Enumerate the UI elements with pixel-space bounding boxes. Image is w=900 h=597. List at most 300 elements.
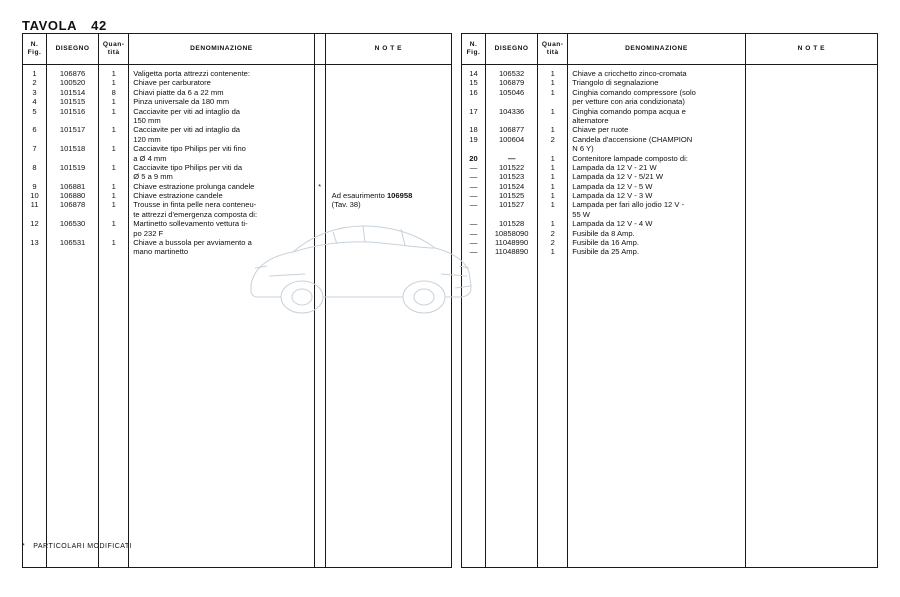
table-cell-line bbox=[326, 351, 451, 360]
table-cell-line bbox=[568, 294, 744, 303]
table-cell-line bbox=[99, 435, 128, 444]
table-cell-line bbox=[462, 557, 485, 566]
table-cell-line bbox=[129, 304, 313, 313]
table-cell-line bbox=[129, 341, 313, 350]
header-quantita bbox=[99, 34, 129, 65]
table-cell-line bbox=[746, 247, 877, 256]
table-cell-line: 14 bbox=[469, 69, 478, 78]
table-cell-line: 11048990 bbox=[494, 238, 529, 248]
table-cell-line: 101523 bbox=[498, 172, 525, 182]
table-cell-line bbox=[129, 445, 313, 454]
table-cell-line bbox=[746, 370, 877, 379]
table-cell-line bbox=[129, 276, 313, 285]
column-quantita-right bbox=[538, 65, 567, 567]
table-cell-line bbox=[47, 332, 98, 341]
table-cell-line bbox=[23, 435, 46, 444]
table-cell-line: 8 bbox=[32, 162, 37, 172]
table-cell-line: — bbox=[469, 200, 478, 210]
table-cell-line bbox=[746, 398, 877, 407]
table-cell-line bbox=[99, 379, 128, 388]
header-disegno: DISEGNO bbox=[486, 34, 538, 65]
table-cell-line: 101515 bbox=[59, 97, 86, 107]
table-cell-line bbox=[99, 445, 128, 454]
table-cell-line bbox=[47, 501, 98, 510]
table-cell-line: Martinetto sollevamento vettura ti- bbox=[133, 219, 248, 229]
table-cell-line: — bbox=[507, 153, 516, 163]
table-cell-line bbox=[746, 351, 877, 360]
table-cell-line bbox=[568, 482, 744, 491]
table-cell-line: 106879 bbox=[498, 78, 525, 88]
table-cell-line: Cacciavite per viti ad intaglio da bbox=[133, 125, 241, 135]
table-cell-line bbox=[746, 482, 877, 491]
table-cell-line: 101527 bbox=[498, 200, 525, 210]
table-cell-line bbox=[47, 388, 98, 397]
table-cell-line bbox=[568, 351, 744, 360]
table-cell-line bbox=[99, 332, 128, 341]
table-cell-line bbox=[99, 247, 128, 256]
table-cell-line bbox=[486, 416, 537, 425]
table-cell-line bbox=[462, 426, 485, 435]
table-cell-line bbox=[746, 276, 877, 285]
table-cell-line bbox=[315, 557, 325, 566]
table-cell-line bbox=[99, 257, 128, 266]
column-disegno-right bbox=[486, 65, 537, 567]
table-cell-line: — bbox=[469, 228, 478, 238]
table-cell-line: 1 bbox=[111, 106, 116, 116]
table-cell-line bbox=[462, 332, 485, 341]
table-cell-line: 101522 bbox=[498, 162, 525, 172]
table-cell-line: 150 mm bbox=[133, 115, 161, 125]
table-cell-line bbox=[129, 323, 313, 332]
table-cell-line bbox=[486, 266, 537, 275]
table-cell-line bbox=[746, 323, 877, 332]
table-cell-line: 1 bbox=[111, 219, 116, 229]
table-cell-line bbox=[47, 435, 98, 444]
table-cell-line bbox=[746, 332, 877, 341]
table-cell-line bbox=[315, 88, 325, 97]
table-cell-line bbox=[326, 379, 451, 388]
table-cell-line: — bbox=[469, 247, 478, 257]
table-cell-line bbox=[47, 473, 98, 482]
table-cell-line: 1 bbox=[550, 219, 555, 229]
header-quantita-line1: Quan- bbox=[102, 41, 125, 49]
table-cell-line: per vetture con aria condizionata) bbox=[572, 97, 685, 107]
table-cell-line bbox=[326, 435, 451, 444]
table-cell-line bbox=[568, 370, 744, 379]
table-cell-line bbox=[568, 539, 744, 548]
table-cell-line bbox=[99, 520, 128, 529]
table-cell-line: (Tav. 38) bbox=[331, 200, 361, 210]
table-cell-line bbox=[746, 116, 877, 125]
table-cell-line bbox=[462, 323, 485, 332]
table-cell-line bbox=[568, 492, 744, 501]
table-cell-line bbox=[462, 398, 485, 407]
table-cell-line bbox=[746, 313, 877, 322]
table-cell-line bbox=[129, 435, 313, 444]
table-cell-line bbox=[129, 463, 313, 472]
table-cell-line bbox=[129, 482, 313, 491]
table-cell-line: — bbox=[469, 181, 478, 191]
table-cell-line bbox=[129, 557, 313, 566]
table-cell-line bbox=[129, 416, 313, 425]
table-cell-line bbox=[315, 501, 325, 510]
table-cell-line bbox=[486, 463, 537, 472]
table-cell-line: 106532 bbox=[498, 69, 525, 78]
table-cell-line bbox=[23, 426, 46, 435]
table-cell-line bbox=[326, 229, 451, 238]
table-cell-line bbox=[538, 351, 567, 360]
table-cell-line bbox=[326, 529, 451, 538]
table-cell-line bbox=[538, 341, 567, 350]
table-cell-line bbox=[99, 323, 128, 332]
page-title-label: TAVOLA bbox=[22, 18, 78, 33]
table-cell-line bbox=[47, 426, 98, 435]
table-cell-line bbox=[568, 435, 744, 444]
table-cell-line: 100604 bbox=[498, 134, 525, 144]
table-cell-line bbox=[568, 313, 744, 322]
parts-table-right bbox=[461, 33, 878, 568]
table-cell-line bbox=[99, 426, 128, 435]
table-cell-line bbox=[746, 379, 877, 388]
table-cell-line bbox=[47, 416, 98, 425]
table-cell-line: 104336 bbox=[498, 106, 525, 116]
table-cell-line bbox=[99, 229, 128, 238]
table-cell-line bbox=[315, 492, 325, 501]
table-cell-line: 16 bbox=[469, 87, 478, 97]
table-cell-line bbox=[129, 473, 313, 482]
header-quantita-line2: tità bbox=[546, 49, 559, 56]
table-cell-line bbox=[462, 492, 485, 501]
table-cell-line bbox=[47, 247, 98, 256]
table-cell-line: 11 bbox=[30, 200, 39, 210]
table-cell-line bbox=[326, 360, 451, 369]
table-cell-line bbox=[746, 360, 877, 369]
table-cell-line bbox=[486, 313, 537, 322]
table-cell-line: Fusibile da 25 Amp. bbox=[572, 247, 639, 257]
table-cell-line bbox=[486, 529, 537, 538]
table-cell-line bbox=[47, 370, 98, 379]
table-cell-line: 2 bbox=[550, 238, 555, 248]
table-cell-line bbox=[326, 473, 451, 482]
table-cell-line bbox=[326, 463, 451, 472]
table-cell-line bbox=[99, 210, 128, 219]
table-cell-line bbox=[47, 276, 98, 285]
header-fig-line1: N. bbox=[469, 41, 478, 49]
table-cell-line bbox=[23, 501, 46, 510]
table-cell-line bbox=[538, 398, 567, 407]
table-cell-line: 2 bbox=[550, 228, 555, 238]
table-cell-line bbox=[462, 266, 485, 275]
table-cell-line: 1 bbox=[550, 106, 555, 116]
table-cell-line bbox=[746, 88, 877, 97]
table-cell-line bbox=[99, 304, 128, 313]
table-cell-line: Lampada per fari allo jodio 12 V - bbox=[572, 200, 685, 210]
table-cell-line: Pinza universale da 180 mm bbox=[133, 97, 230, 107]
table-cell-line bbox=[47, 482, 98, 491]
table-cell-line bbox=[326, 510, 451, 519]
table-cell-line bbox=[23, 351, 46, 360]
table-cell-line bbox=[746, 463, 877, 472]
table-cell-line: 20 bbox=[469, 153, 478, 163]
table-cell-line: po 232 F bbox=[133, 228, 164, 238]
table-cell-line bbox=[47, 463, 98, 472]
table-cell-line: 106880 bbox=[59, 191, 86, 201]
page-title bbox=[22, 18, 107, 33]
table-cell-line: 8 bbox=[111, 87, 116, 97]
table-cell-line bbox=[315, 520, 325, 529]
table-cell-line bbox=[538, 285, 567, 294]
table-cell-line bbox=[486, 492, 537, 501]
table-cell-line bbox=[746, 388, 877, 397]
table-cell-line bbox=[23, 398, 46, 407]
header-fig bbox=[462, 34, 486, 65]
table-cell-line bbox=[315, 388, 325, 397]
header-note: N O T E bbox=[325, 34, 451, 65]
table-cell-line bbox=[47, 257, 98, 266]
table-cell-line bbox=[486, 501, 537, 510]
table-cell-line bbox=[326, 492, 451, 501]
table-cell-line bbox=[23, 416, 46, 425]
table-cell-line bbox=[23, 304, 46, 313]
table-cell-line bbox=[746, 341, 877, 350]
table-cell-line bbox=[23, 276, 46, 285]
table-cell-line bbox=[47, 398, 98, 407]
table-cell-line: 18 bbox=[469, 125, 478, 135]
table-cell-line bbox=[99, 398, 128, 407]
table-cell-line bbox=[47, 379, 98, 388]
table-cell-line bbox=[99, 482, 128, 491]
table-cell-line bbox=[746, 454, 877, 463]
table-cell-line: 1 bbox=[32, 69, 37, 78]
table-cell-line bbox=[99, 529, 128, 538]
table-cell-line bbox=[486, 445, 537, 454]
table-cell-line bbox=[315, 97, 325, 106]
table-cell-line bbox=[315, 229, 325, 238]
table-cell-line bbox=[23, 154, 46, 163]
table-cell-line bbox=[315, 78, 325, 87]
table-cell-line bbox=[99, 351, 128, 360]
table-cell-line: alternatore bbox=[572, 115, 609, 125]
table-cell-line bbox=[462, 407, 485, 416]
table-cell-line bbox=[462, 276, 485, 285]
table-cell-line bbox=[23, 285, 46, 294]
table-cell-line: 5 bbox=[32, 106, 37, 116]
table-cell-line bbox=[746, 97, 877, 106]
table-cell-line bbox=[315, 398, 325, 407]
table-cell-line bbox=[23, 210, 46, 219]
table-cell-line bbox=[315, 266, 325, 275]
column-fig-left bbox=[23, 65, 46, 567]
table-cell-line: Lampada da 12 V - 3 W bbox=[572, 191, 653, 201]
table-cell-line bbox=[538, 360, 567, 369]
table-cell-line bbox=[99, 557, 128, 566]
table-cell-line: 17 bbox=[469, 106, 478, 116]
table-cell-line: 1 bbox=[111, 125, 116, 135]
header-fig-line2: Fig. bbox=[466, 49, 481, 56]
table-cell-line bbox=[47, 360, 98, 369]
table-cell-line bbox=[326, 219, 451, 228]
header-fig-line1: N. bbox=[30, 41, 39, 49]
page-title-number: 42 bbox=[91, 18, 107, 33]
table-cell-line bbox=[99, 154, 128, 163]
table-cell-line bbox=[315, 69, 325, 78]
table-cell-line bbox=[99, 313, 128, 322]
table-cell-line bbox=[538, 144, 567, 153]
table-cell-line bbox=[315, 219, 325, 228]
table-cell-line bbox=[462, 501, 485, 510]
table-cell-line bbox=[486, 473, 537, 482]
table-cell-line bbox=[568, 276, 744, 285]
table-cell-line bbox=[99, 407, 128, 416]
table-cell-line bbox=[538, 557, 567, 566]
table-cell-line bbox=[23, 379, 46, 388]
table-cell-line bbox=[315, 294, 325, 303]
table-cell-line: 120 mm bbox=[133, 134, 161, 144]
table-cell-line bbox=[129, 454, 313, 463]
table-cell-line bbox=[23, 257, 46, 266]
table-cell-line bbox=[746, 304, 877, 313]
table-cell-line bbox=[462, 294, 485, 303]
header-quantita bbox=[538, 34, 568, 65]
table-cell-line bbox=[129, 388, 313, 397]
table-cell-line: 1 bbox=[111, 69, 116, 78]
table-cell-line bbox=[568, 304, 744, 313]
table-cell-line bbox=[746, 435, 877, 444]
table-cell-line: Chiave a cricchetto zinco-cromata bbox=[572, 69, 687, 78]
table-cell-line bbox=[462, 97, 485, 106]
table-cell-line bbox=[746, 125, 877, 134]
header-disegno: DISEGNO bbox=[47, 34, 99, 65]
table-cell-line bbox=[129, 501, 313, 510]
table-cell-line bbox=[486, 351, 537, 360]
table-cell-line bbox=[568, 257, 744, 266]
table-cell-line bbox=[315, 210, 325, 219]
table-cell-line bbox=[23, 463, 46, 472]
table-cell-line bbox=[326, 445, 451, 454]
table-cell-line bbox=[315, 360, 325, 369]
table-cell-line: 12 bbox=[30, 219, 39, 229]
table-cell-line bbox=[538, 210, 567, 219]
header-quantita-line1: Quan- bbox=[541, 41, 564, 49]
header-star-column bbox=[314, 34, 325, 65]
table-cell-line bbox=[47, 557, 98, 566]
table-cell-line: 1 bbox=[111, 200, 116, 210]
table-cell-line bbox=[568, 379, 744, 388]
table-cell-line bbox=[99, 360, 128, 369]
table-cell-line bbox=[99, 492, 128, 501]
table-cell-line: 1 bbox=[111, 181, 116, 191]
table-cell-line bbox=[315, 107, 325, 116]
table-cell-line bbox=[486, 285, 537, 294]
table-cell-line bbox=[486, 557, 537, 566]
table-cell-line bbox=[99, 388, 128, 397]
table-cell-line bbox=[47, 266, 98, 275]
table-cell-line bbox=[538, 510, 567, 519]
table-cell-line: 1 bbox=[550, 69, 555, 78]
table-cell-line: 9 bbox=[32, 181, 37, 191]
table-cell-line bbox=[462, 416, 485, 425]
table-cell-line: — bbox=[469, 238, 478, 248]
table-cell-line bbox=[326, 238, 451, 247]
table-cell-line: Cacciavite tipo Philips per viti fino bbox=[133, 144, 246, 154]
table-cell-line: Chiave estrazione prolunga candele bbox=[133, 181, 255, 191]
table-cell-line bbox=[462, 435, 485, 444]
table-cell-line bbox=[99, 135, 128, 144]
table-cell-line bbox=[47, 341, 98, 350]
table-cell-line bbox=[462, 473, 485, 482]
table-cell-line bbox=[47, 323, 98, 332]
table-cell-line: 101519 bbox=[59, 162, 86, 172]
table-cell-line bbox=[47, 304, 98, 313]
table-cell-line bbox=[99, 276, 128, 285]
table-cell-line bbox=[486, 435, 537, 444]
table-cell-line bbox=[23, 445, 46, 454]
table-cell-line bbox=[326, 163, 451, 172]
table-cell-line bbox=[315, 304, 325, 313]
table-cell-line bbox=[129, 379, 313, 388]
table-cell-line bbox=[568, 388, 744, 397]
table-cell-line bbox=[315, 351, 325, 360]
table-cell-line bbox=[47, 294, 98, 303]
table-cell-line bbox=[99, 510, 128, 519]
table-cell-line bbox=[99, 501, 128, 510]
table-cell-line bbox=[47, 285, 98, 294]
table-cell-line bbox=[23, 482, 46, 491]
table-cell-line bbox=[746, 294, 877, 303]
table-cell-line: 101514 bbox=[59, 87, 86, 97]
table-cell-line bbox=[326, 285, 451, 294]
table-cell-line bbox=[47, 407, 98, 416]
table-cell-line: 106530 bbox=[59, 219, 86, 229]
table-cell-line bbox=[568, 360, 744, 369]
table-cell-line bbox=[23, 360, 46, 369]
table-cell-line bbox=[486, 379, 537, 388]
table-cell-line bbox=[746, 407, 877, 416]
table-cell-line bbox=[746, 557, 877, 566]
table-cell-line bbox=[315, 323, 325, 332]
table-cell-line bbox=[538, 445, 567, 454]
table-cell-line bbox=[326, 69, 451, 78]
table-cell-line bbox=[538, 454, 567, 463]
table-cell-line bbox=[538, 407, 567, 416]
table-cell-line bbox=[746, 163, 877, 172]
table-cell-line bbox=[99, 285, 128, 294]
table-cell-line bbox=[568, 407, 744, 416]
table-cell-line bbox=[568, 529, 744, 538]
table-cell-line bbox=[746, 445, 877, 454]
table-cell-line bbox=[315, 257, 325, 266]
table-cell-line bbox=[23, 313, 46, 322]
table-cell-line bbox=[23, 116, 46, 125]
table-cell-line: 1 bbox=[550, 247, 555, 257]
table-cell-line bbox=[746, 78, 877, 87]
table-cell-line bbox=[568, 501, 744, 510]
table-cell-line bbox=[462, 360, 485, 369]
table-cell-line bbox=[326, 548, 451, 557]
table-cell-line bbox=[129, 294, 313, 303]
table-cell-line: 7 bbox=[32, 144, 37, 154]
table-cell-line bbox=[746, 510, 877, 519]
table-cell-line bbox=[129, 285, 313, 294]
table-cell-line bbox=[23, 332, 46, 341]
parts-table-left bbox=[22, 33, 452, 568]
table-cell-line bbox=[462, 454, 485, 463]
table-cell-line bbox=[538, 539, 567, 548]
table-cell-line bbox=[99, 463, 128, 472]
table-cell-line bbox=[538, 426, 567, 435]
table-cell-line bbox=[315, 473, 325, 482]
table-cell-line bbox=[538, 388, 567, 397]
